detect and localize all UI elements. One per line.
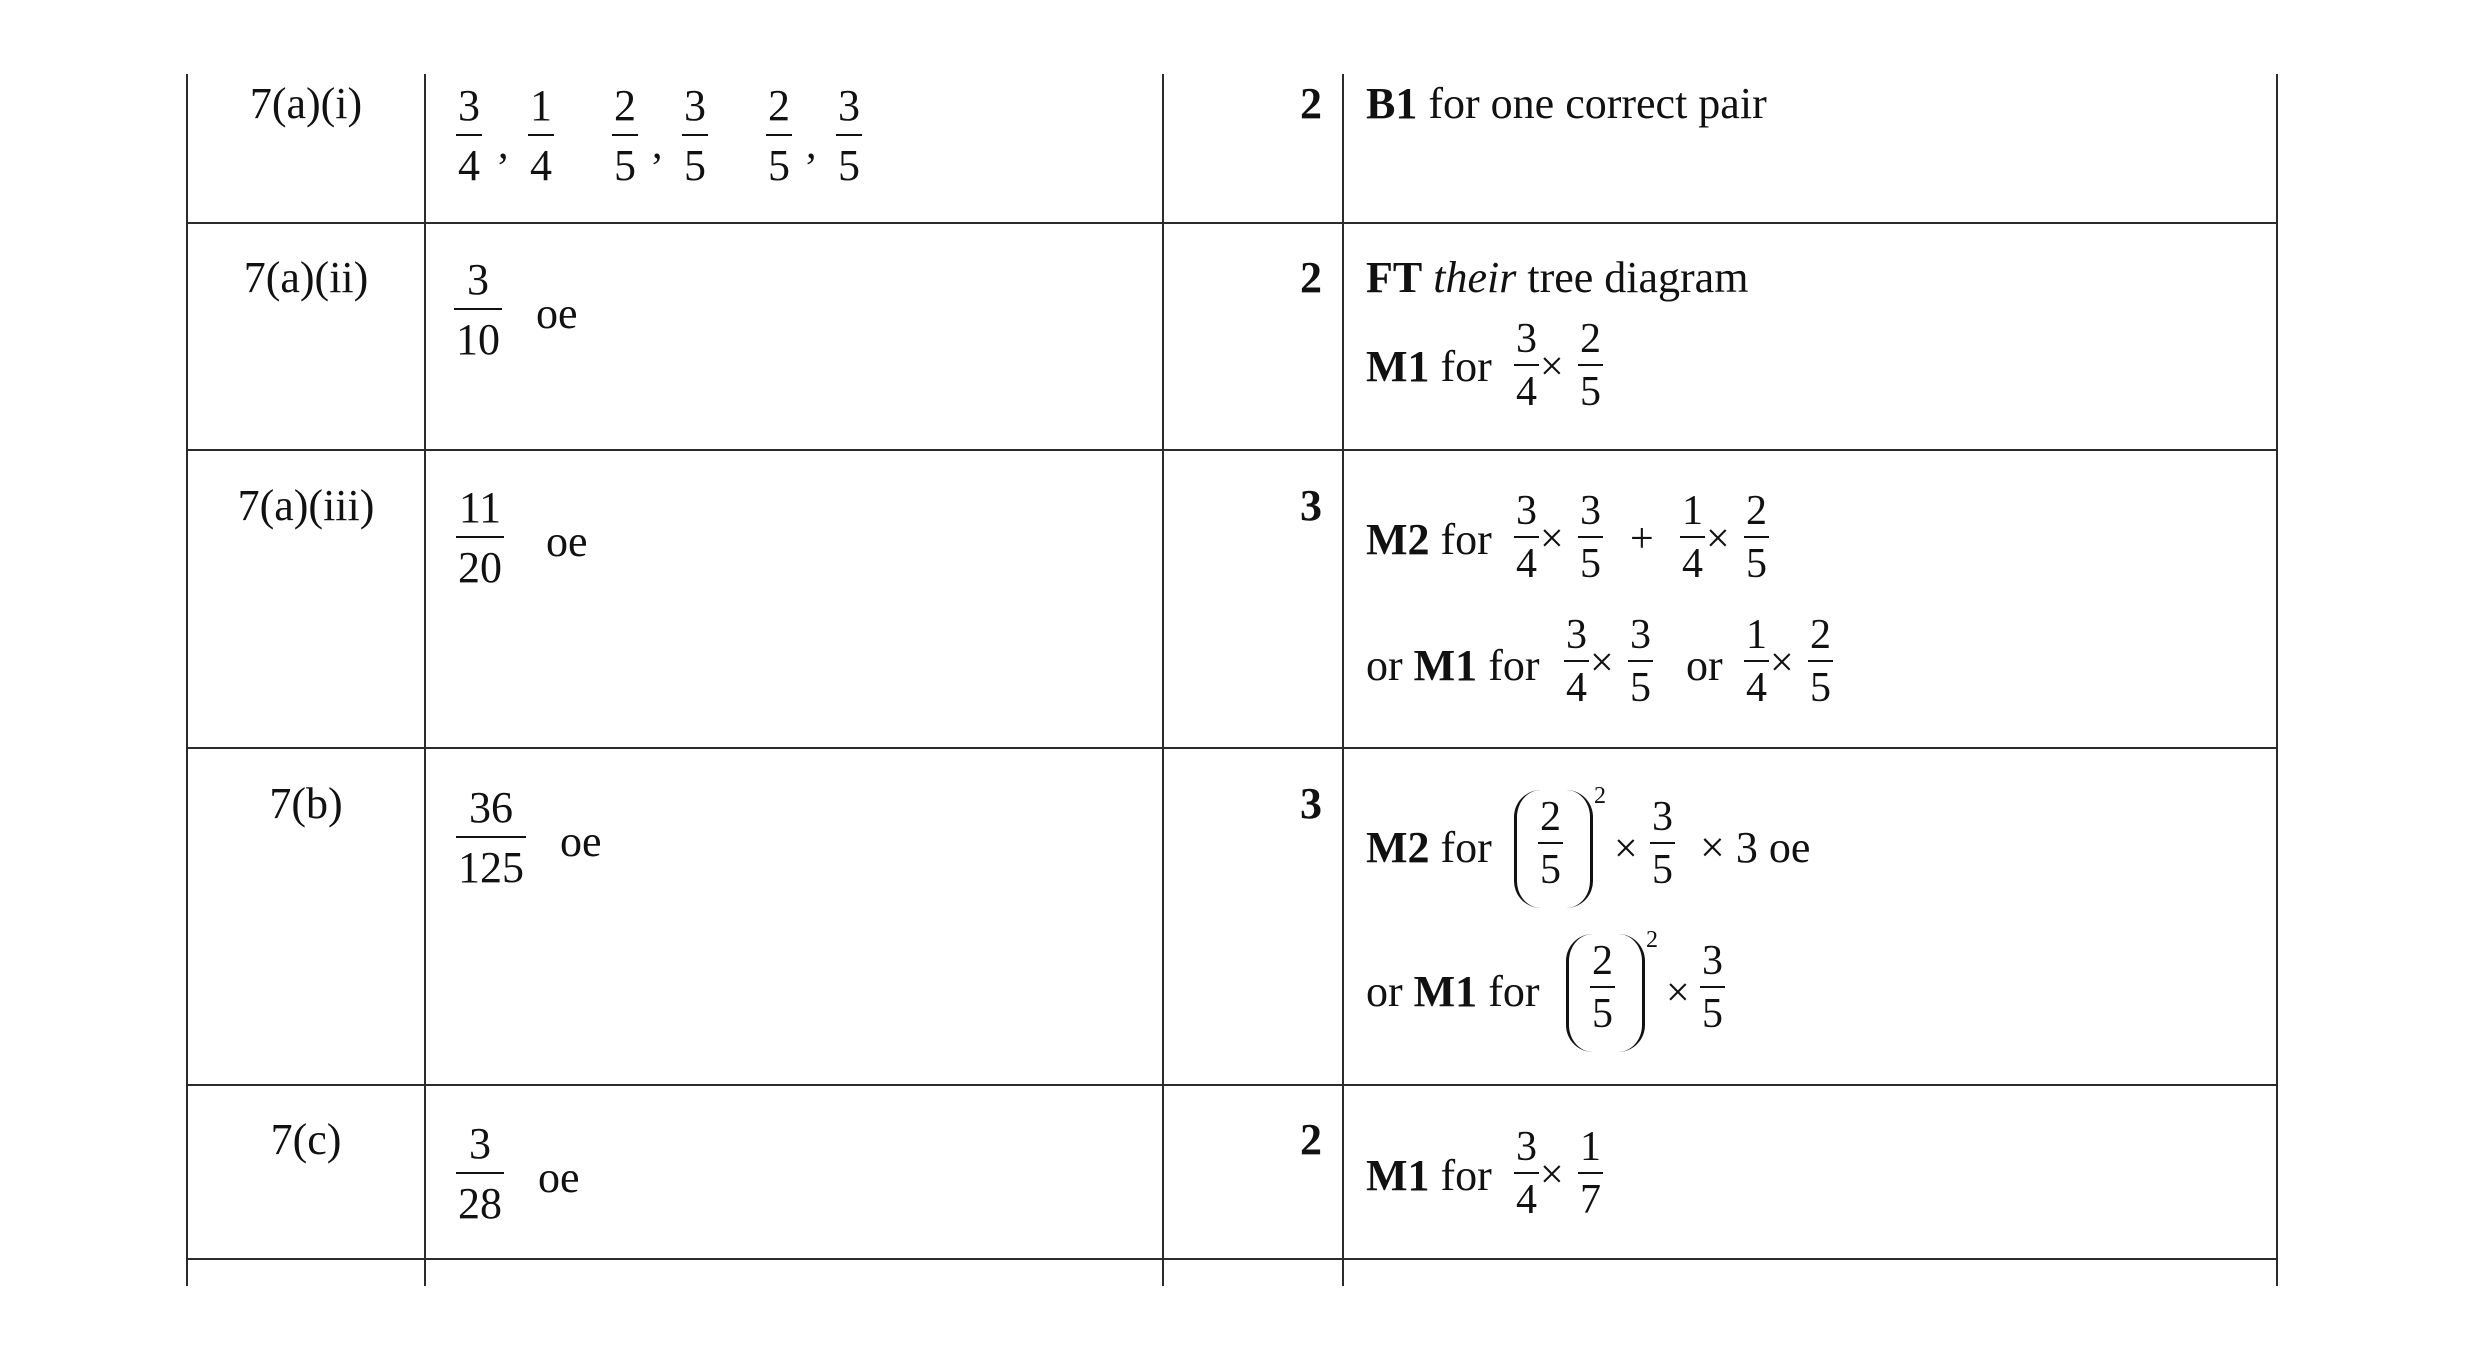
times-symbol: ×	[1706, 516, 1730, 562]
times-symbol: ×	[1540, 516, 1564, 562]
fraction: 2 5	[1540, 794, 1561, 893]
fraction: 2 5	[1810, 612, 1831, 711]
table-border-right	[2276, 74, 2278, 1286]
or-label: or	[1686, 641, 1723, 690]
guidance-tail: × 3 oe	[1700, 823, 1811, 872]
fraction: 1 4	[1682, 488, 1703, 587]
oe-label: oe	[536, 289, 578, 338]
fraction: 3 4	[1516, 316, 1537, 415]
marks-value: 3	[1300, 779, 1322, 828]
oe-label: oe	[546, 517, 588, 566]
oe-label: oe	[538, 1153, 580, 1202]
plus-symbol: +	[1630, 516, 1654, 562]
marks-value: 3	[1300, 481, 1322, 530]
fraction: 1 4	[1746, 612, 1767, 711]
row-separator	[186, 222, 2278, 224]
question-number: 7(c)	[270, 1115, 342, 1164]
exponent: 2	[1594, 783, 1606, 809]
table-divider-answer	[1162, 74, 1164, 1286]
marks-value: 2	[1300, 79, 1322, 128]
guidance-line: B1 for one correct pair	[1366, 79, 1767, 128]
guidance-method-alt: or M1 for	[1366, 641, 1540, 690]
oe-label: oe	[560, 817, 602, 866]
fraction: 3 5	[684, 81, 706, 190]
fraction: 3 4	[1516, 1124, 1537, 1223]
times-symbol: ×	[1614, 826, 1638, 872]
fraction: 3 5	[838, 81, 860, 190]
guidance-method-alt: or M1 for	[1366, 967, 1540, 1016]
fraction: 2 5	[614, 81, 636, 190]
fraction: 2 5	[1592, 938, 1613, 1037]
answer-fraction: 11 20	[458, 483, 502, 592]
guidance-method: M2 for	[1366, 515, 1492, 564]
guidance-line: FT their tree diagram	[1366, 253, 1749, 302]
question-number: 7(a)(i)	[249, 79, 363, 128]
comma: ,	[806, 122, 817, 168]
fraction: 2 5	[1746, 488, 1767, 587]
times-symbol: ×	[1540, 344, 1564, 390]
fraction: 2 5	[1580, 316, 1601, 415]
comma: ,	[652, 122, 663, 168]
row-separator	[186, 747, 2278, 749]
comma: ,	[498, 122, 509, 168]
exponent: 2	[1646, 927, 1658, 953]
question-number: 7(b)	[269, 779, 343, 828]
times-symbol: ×	[1770, 640, 1794, 686]
answer-fraction: 3 28	[458, 1119, 502, 1228]
table-divider-marks	[1342, 74, 1344, 1286]
right-parenthesis	[1618, 934, 1645, 1052]
times-symbol: ×	[1540, 1152, 1564, 1198]
right-parenthesis	[1566, 790, 1593, 908]
fraction: 1 7	[1580, 1124, 1601, 1223]
question-number: 7(a)(ii)	[243, 253, 369, 302]
fraction: 3 5	[1580, 488, 1601, 587]
guidance-method: M1 for	[1366, 1151, 1492, 1200]
row-separator	[186, 1258, 2278, 1260]
marks-value: 2	[1300, 253, 1322, 302]
fraction: 3 5	[1652, 794, 1673, 893]
fraction: 3 5	[1630, 612, 1651, 711]
left-parenthesis	[1566, 934, 1593, 1052]
fraction: 3 4	[458, 81, 480, 190]
answer-fraction: 36 125	[458, 783, 524, 892]
fraction: 3 4	[1566, 612, 1587, 711]
marks-value: 2	[1300, 1115, 1322, 1164]
fraction: 2 5	[768, 81, 790, 190]
left-parenthesis	[1514, 790, 1541, 908]
question-number: 7(a)(iii)	[237, 481, 375, 530]
fraction: 3 5	[1702, 938, 1723, 1037]
row-separator	[186, 449, 2278, 451]
times-symbol: ×	[1666, 970, 1690, 1016]
row-separator	[186, 1084, 2278, 1086]
guidance-method: M1 for	[1366, 342, 1492, 391]
fraction: 1 4	[530, 81, 552, 190]
fraction: 3 4	[1516, 488, 1537, 587]
guidance-method: M2 for	[1366, 823, 1492, 872]
times-symbol: ×	[1590, 640, 1614, 686]
answer-fraction: 3 10	[456, 255, 500, 364]
